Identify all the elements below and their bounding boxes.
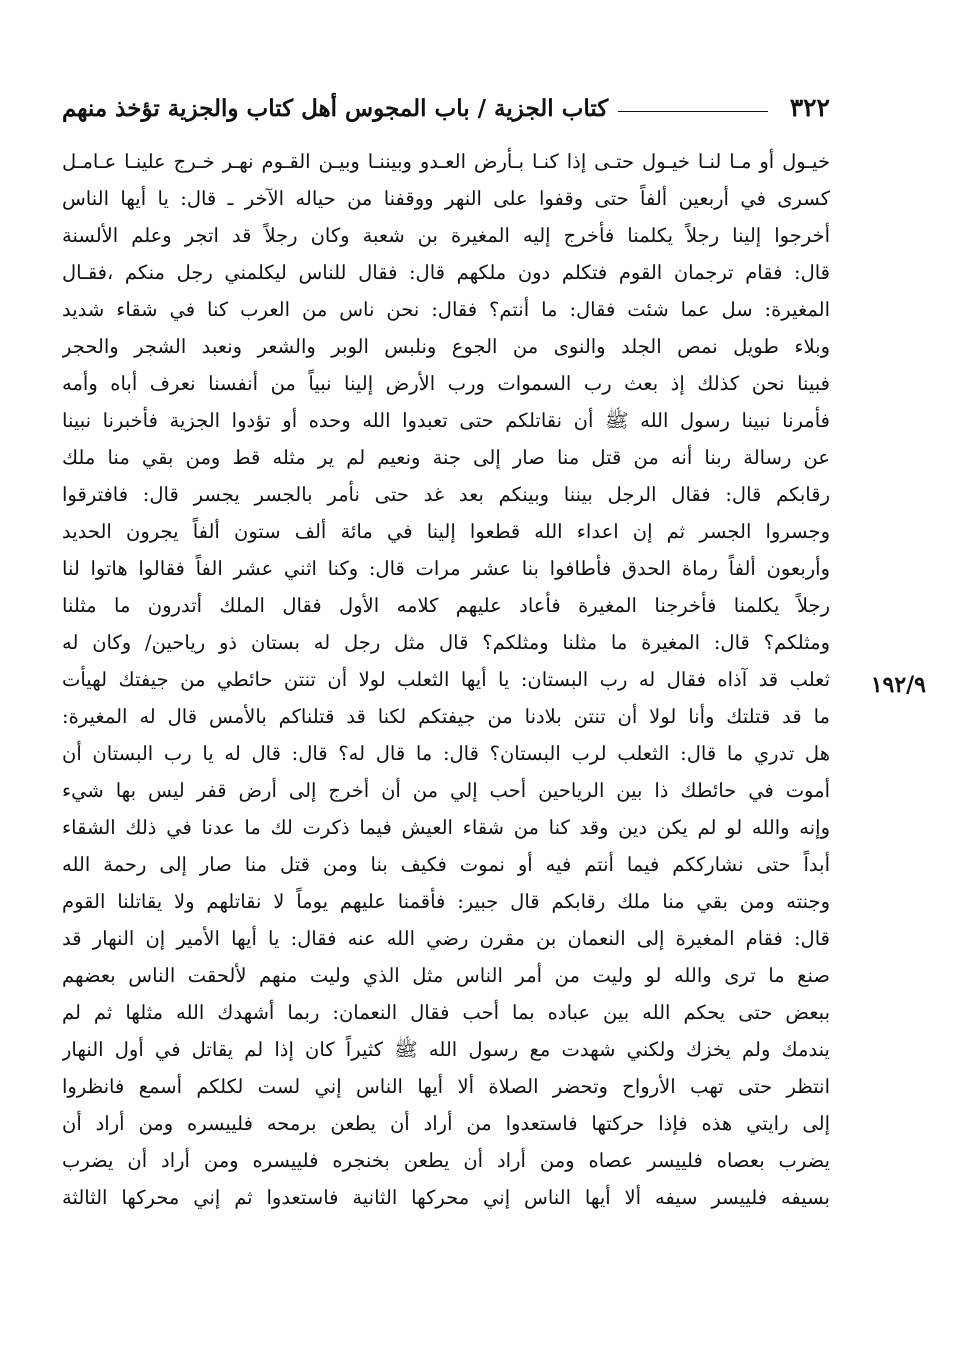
text-line: أموت في حائطك ذا بين الرياحين أحب إلي من أن أخرج إلى أرض قفر ليس بها شيء <box>62 779 830 802</box>
text-line: رقابكم قال: فقال الرجل بيننا وبينكم بعد غد حتى نأمر بالجسر يجسر قال: فافترقوا <box>62 483 830 506</box>
text-line: ومثلكم؟ قال: المغيرة ما مثلنا ومثلكم؟ قال مثل رجل له بستان ذو رياحين/ وكان له <box>62 631 830 654</box>
text-line: انتظر حتى تهب الأرواح وتحضر الصلاة ألا أيها الناس إني لست لكلكم أسمع فانظروا <box>62 1075 830 1098</box>
body-text <box>62 143 830 1216</box>
page-number: ٣٢٢ <box>789 93 830 122</box>
text-line: وإنه والله لو لم يكن دين وقد كنا من شقاء العيش فيما ذكرت لك ما عدنا في ذلك الشقاء <box>62 816 830 839</box>
text-line: فأمرنا نبينا رسول الله ﷺ أن نقاتلكم حتى تعبدوا الله وحده أو تؤدوا الجزية فأخبرنا نبينا <box>62 409 830 432</box>
running-title: كتاب الجزية / باب المجوس أهل كتاب والجزية تؤخذ منهم <box>62 95 609 122</box>
text-line: هل تدري ما قال: الثعلب لرب البستان؟ قال: ما قال له؟ قال: قال له يا رب البستان أن <box>62 742 830 765</box>
page-header <box>62 82 830 122</box>
margin-reference: ١٩٢/٩ <box>870 672 926 698</box>
text-line: ببعض حتى يحكم الله بين عباده بما أحب فقال النعمان: ربما أشهدك الله مثلها ثم لم <box>62 1001 830 1024</box>
text-line: أبداً حتى نشارككم فيما أنتم فيه أو نموت فكيف بنا ومن قتل منا صار إلى رحمة الله <box>62 853 830 876</box>
text-line: رجلاً يكلمنا فأخرجنا المغيرة فأعاد عليهم كلامه الأول فقال الملك أتدرون ما مثلنا <box>62 594 830 617</box>
text-line: وأربعون ألفاً رماة الحدق فأطافوا بنا عشر مرات قال: وكنا اثني عشر الفاً فقالوا هاتوا لنا <box>62 557 830 580</box>
text-line: خيـول أو مـا لنـا خيـول حتـى إذا كنـا بـأرض العـدو وبيننـا وبيـن القـوم نهـر خـرج علينـا عـامـل <box>62 150 830 173</box>
text-line: المغيرة: سل عما شئت فقال: ما أنتم؟ فقال: نحن ناس من العرب كنا في شقاء شديد <box>62 298 830 321</box>
text-line: كسرى في أربعين ألفاً حتى وقفوا على النهر ووقفنا من حياله الآخر ـ قال: يا أيها الناس <box>62 187 830 210</box>
text-line: قال: فقام المغيرة إلى النعمان بن مقرن رضي الله عنه فقال: يا أيها الأمير إن النهار قد <box>62 927 830 950</box>
text-line: بسيفه فلييسر سيفه ألا أيها الناس إني محركها الثانية فاستعدوا ثم إني محركها الثالثة <box>62 1186 830 1209</box>
text-line: قال: فقام ترجمان القوم فتكلم دون ملكهم قال: فقال للناس ليكلمني رجل منكم ،فقـال <box>62 261 830 284</box>
text-line: عن رسالة ربنا أنه من قتل منا صار إلى جنة ونعيم لم ير مثله قط ومن بقي منا ملك <box>62 446 830 469</box>
text-line: وجسروا الجسر ثم إن اعداء الله قطعوا إلينا في مائة ألف ستون ألفاً يجرون الحديد <box>62 520 830 543</box>
text-line: أخرجوا إلينا رجلاً يكلمنا فأخرج إليه المغيرة بن شعبة وكان رجلاً قد اتجر وعلم الألسنة <box>62 224 830 247</box>
text-line: يضرب بعصاه فلييسر عصاه ومن أراد أن يطعن بخنجره فلييسره ومن أراد أن يضرب <box>62 1149 830 1172</box>
text-line: ثعلب قد آذاه فقال له رب البستان: يا أيها الثعلب لولا أن تنتن حائطي من جيفتك لهيأت <box>62 668 830 691</box>
text-line: إلى رايتي هذه فإذا حركتها فاستعدوا من أراد أن يطعن برمحه فلييسره ومن أراد أن <box>62 1112 830 1135</box>
text-line: يندمك ولم يخزك ولكني شهدت مع رسول الله ﷺ كثيراً كان إذا لم يقاتل في أول النهار <box>62 1038 830 1061</box>
text-line: صنع ما ترى والله لو وليت من أمر الناس مثل الذي وليت منهم لألحقت الناس بعضهم <box>62 964 830 987</box>
text-line: ما قد قتلتك وأنا لولا أن تنتن بلادنا من جيفتكم لكنا قد قتلناكم بالأمس قال له المغيرة: <box>62 705 830 728</box>
text-line: فبينا نحن كذلك إذ بعث رب السموات ورب الأرض إلينا نبياً من أنفسنا نعرف أباه وأمه <box>62 372 830 395</box>
text-line: وجنته ومن بقي منا ملك رقابكم قال جبير: فأقمنا عليهم يوماً لا نقاتلهم ولا يقاتلنا القوم <box>62 890 830 913</box>
text-line: وبلاء طويل نمص الجلد والنوى من الجوع ونلبس الوبر والشعر ونعبد الشجر والحجر <box>62 335 830 358</box>
header-rule <box>618 111 767 112</box>
